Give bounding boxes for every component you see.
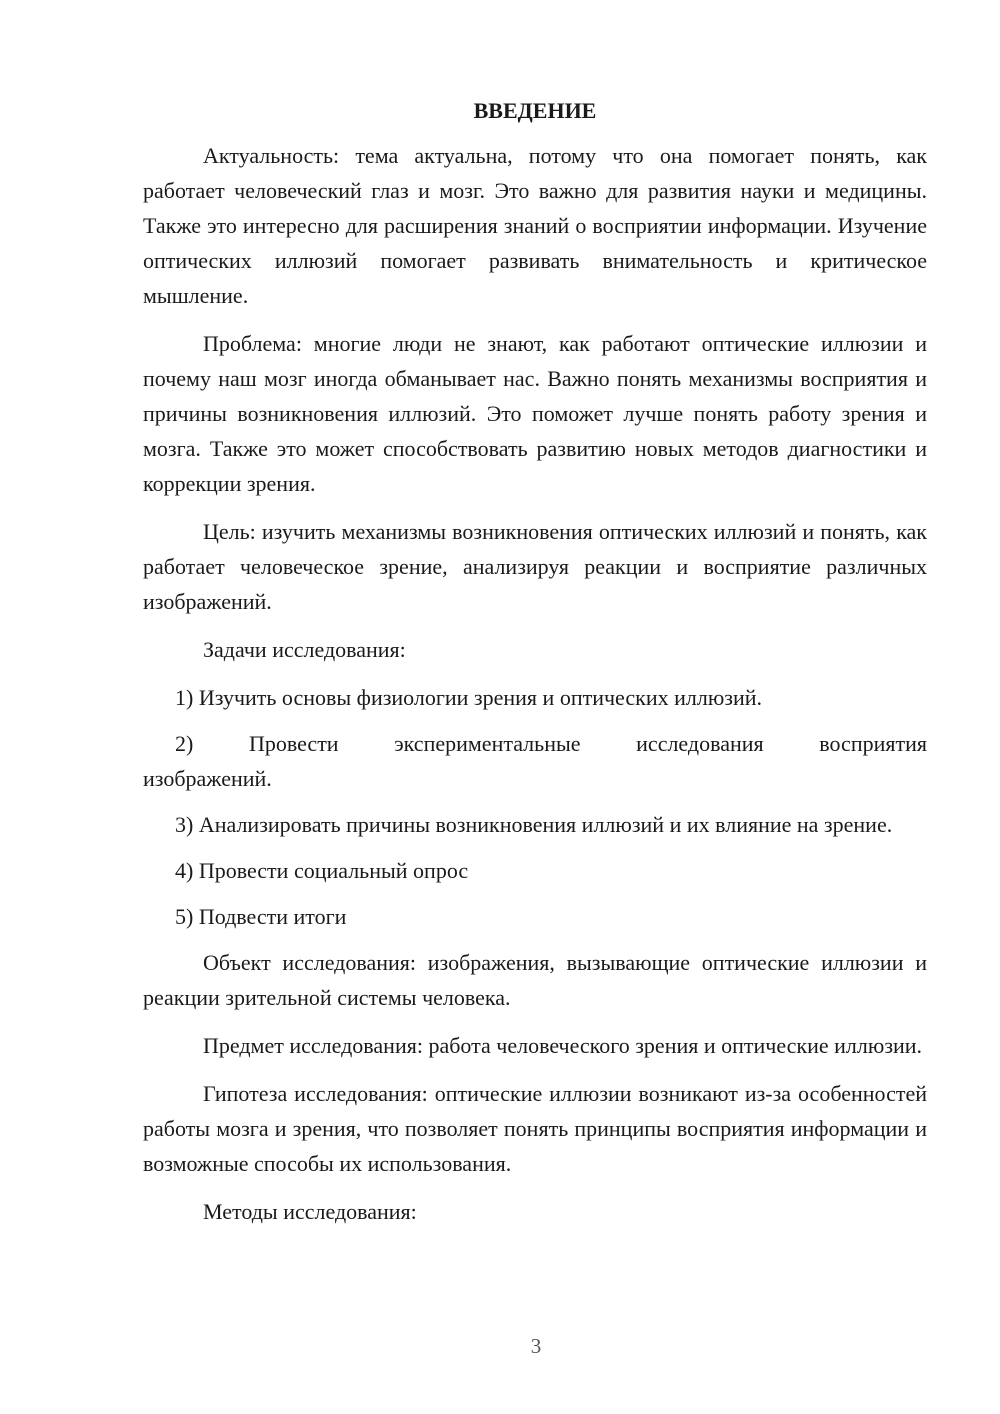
task-item-4: 4) Провести социальный опрос — [175, 858, 469, 883]
page-title: ВВЕДЕНИЕ — [473, 98, 597, 123]
task-item-2: 2) Провести экспериментальные исследования восприятия изображений. — [143, 731, 927, 791]
task-item-5: 5) Подвести итоги — [175, 904, 347, 929]
page-number: 3 — [530, 1334, 542, 1358]
tasks-heading: Задачи исследования: — [203, 637, 406, 662]
task-item-1: 1) Изучить основы физиологии зрения и оптических иллюзий. — [175, 685, 762, 710]
document-page — [143, 98, 927, 1242]
methods-heading: Методы исследования: — [203, 1199, 417, 1224]
problem-paragraph: Проблема: многие люди не знают, как работают оптические иллюзии и почему наш мозг иногда обманывает нас. Важно понять механизмы восприятия и причины возникновения иллюзий. Это поможет лучше понять работу зрения и мозга. Также это может способствовать развитию новых методов диагностики и коррекции зрения. — [143, 331, 927, 496]
subject-paragraph: Предмет исследования: работа человеческого зрения и оптические иллюзии. — [203, 1033, 923, 1058]
object-paragraph: Объект исследования: изображения, вызывающие оптические иллюзии и реакции зрительной системы человека. — [143, 950, 927, 1010]
task-item-3: 3) Анализировать причины возникновения иллюзий и их влияние на зрение. — [175, 812, 893, 837]
goal-paragraph: Цель: изучить механизмы возникновения оптических иллюзий и понять, как работает человеческое зрение, анализируя реакции и восприятие различных изображений. — [143, 519, 927, 614]
relevance-paragraph: Актуальность: тема актуальна, потому что она помогает понять, как работает человеческий глаз и мозг. Это важно для развития науки и медицины. Также это интересно для расширения знаний о восприятии информации. Изучение оптических иллюзий помогает развивать внимательность и критическое мышление. — [143, 143, 927, 308]
hypothesis-paragraph: Гипотеза исследования: оптические иллюзии возникают из-за особенностей работы мозга и зрения, что позволяет понять принципы восприятия информации и возможные способы их использования. — [143, 1081, 927, 1176]
